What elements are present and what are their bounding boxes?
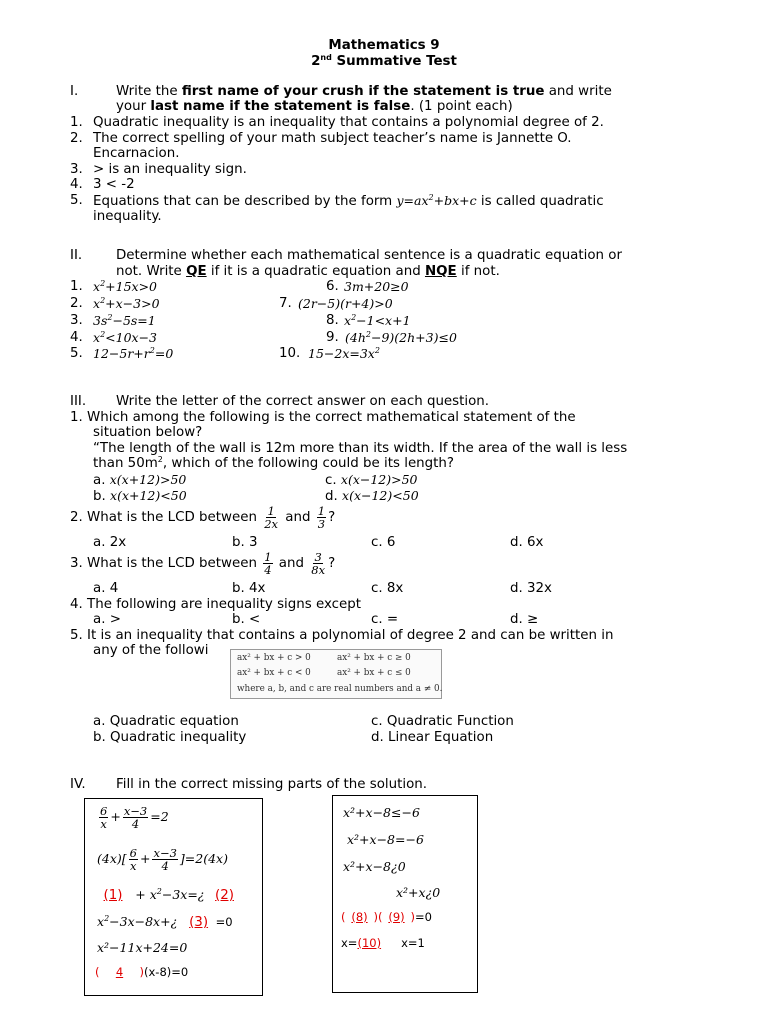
right-line-3: x²+x−8¿0 xyxy=(343,859,406,874)
blank-3[interactable]: (3) xyxy=(189,915,209,930)
form-less: ax² + bx + c < 0 xyxy=(237,668,311,678)
part2-item-8-number: 8. xyxy=(326,313,339,328)
part2-item-8-math: $x^2-1<x+1$ xyxy=(344,313,411,328)
q3-option-c: c. 8x xyxy=(371,581,404,596)
q3-option-d: d. 32x xyxy=(510,581,552,596)
blank-10[interactable]: (10) xyxy=(357,936,382,950)
q2-option-c: c. 6 xyxy=(371,535,396,550)
q1-option-d: d. x(x−12)<50 xyxy=(325,488,419,504)
q4-option-a: a. > xyxy=(93,612,121,627)
blank-1[interactable]: (1) xyxy=(103,888,123,903)
left-line-6: ( 4 )(x-8)=0 xyxy=(95,965,189,979)
q2-question: 2. What is the LCD between $\frac{1}{2x}$ and $\frac{1}{3}$ ? xyxy=(70,503,336,531)
part2-item-10-number: 10. xyxy=(279,346,301,361)
part1-item-4-number: 4. xyxy=(70,177,83,192)
part2-item-10-math: $15-2x=3x^2$ xyxy=(308,346,380,361)
part1-item-5-cont: inequality. xyxy=(93,209,162,224)
q1-option-c: c. x(x−12)>50 xyxy=(325,472,418,488)
left-line-4: $x^2-3x-8x+¿$ (3) =0 xyxy=(97,914,233,930)
part4-instruction: Fill in the correct missing parts of the solution. xyxy=(116,777,428,792)
right-line-6: x=(10) x=1 xyxy=(341,936,425,950)
part1-item-1-number: 1. xyxy=(70,115,83,130)
section-roman-1: I. xyxy=(70,84,79,99)
part1-item-5-number: 5. xyxy=(70,193,83,208)
section-roman-4: IV. xyxy=(70,777,86,792)
q1-option-a: a. x(x+12)>50 xyxy=(93,472,187,488)
q5-option-c: c. Quadratic Function xyxy=(371,714,514,729)
right-line-1: x²+x−8≤−6 xyxy=(343,805,420,820)
right-line-4: x²+x¿0 xyxy=(396,885,441,900)
form-less-equal: ax² + bx + c ≤ 0 xyxy=(337,668,411,678)
q1-line1: 1. Which among the following is the correct mathematical statement of the xyxy=(70,410,576,425)
subtitle-text: Summative Test xyxy=(331,54,457,69)
q1-option-b: b. x(x+12)<50 xyxy=(93,488,187,504)
blank-4[interactable]: 4 xyxy=(115,965,124,979)
left-line-1: $\frac{6}{x}$ + $\frac{x-3}{4}$ =2 xyxy=(100,804,169,831)
part1-item-2-number: 2. xyxy=(70,131,83,146)
part2-item-5-number: 5. xyxy=(70,346,83,361)
part2-item-4-math: $x^2<10x-3$ xyxy=(93,330,158,345)
part1-item-4: 3 < -2 xyxy=(93,177,135,192)
quadratic-form-math: $y=ax^2+bx+c$ xyxy=(396,193,477,208)
solution-box-right xyxy=(332,795,478,993)
q1-line4: than $50m^2$, which of the following could be its length? xyxy=(93,455,455,471)
q5-option-a: a. Quadratic equation xyxy=(93,714,239,729)
q3-question: 3. What is the LCD between $\frac{1}{4}$ and $\frac{3}{8x}$ ? xyxy=(70,549,336,577)
part2-item-1-number: 1. xyxy=(70,279,83,294)
part1-item-5: Equations that can be described by the form $y=ax^2+bx+c$ is called quadratic xyxy=(93,193,604,209)
form-condition: where a, b, and c are real numbers and a ≠ 0. xyxy=(237,684,443,694)
subtitle-number: 2 xyxy=(311,54,321,69)
part2-item-2-math: $x^2+x-3>0$ xyxy=(93,296,160,311)
part2-instruction-line2: not. Write QE if it is a quadratic equation and NQE if not. xyxy=(116,264,500,279)
solution-box-left xyxy=(84,798,263,996)
part1-instruction-line1: Write the first name of your crush if the statement is true and write xyxy=(116,84,612,99)
q1-line3: “The length of the wall is 12m more than its width. If the area of the wall is less xyxy=(93,441,628,456)
part1-item-3: > is an inequality sign. xyxy=(93,162,247,177)
subtitle-suffix: nd xyxy=(320,53,332,62)
q3-option-a: a. 4 xyxy=(93,581,119,596)
part2-item-7-number: 7. xyxy=(279,296,292,311)
part2-item-2-number: 2. xyxy=(70,296,83,311)
blank-2[interactable]: (2) xyxy=(215,888,234,903)
left-line-5: x²−11x+24=0 xyxy=(97,940,188,955)
q2-option-d: d. 6x xyxy=(510,535,544,550)
page-title: Mathematics 9 xyxy=(328,38,440,53)
q4-option-c: c. = xyxy=(371,612,399,627)
part1-item-2: The correct spelling of your math subject teacher’s name is Jannette O. xyxy=(93,131,572,146)
blank-8[interactable]: (8) xyxy=(351,910,368,924)
part2-instruction-line1: Determine whether each mathematical sentence is a quadratic equation or xyxy=(116,248,622,263)
left-line-3: $(1) + x^2-3x=¿$ (2) xyxy=(95,887,245,903)
q5-option-d: d. Linear Equation xyxy=(371,730,494,745)
blank-9[interactable]: (9) xyxy=(388,910,405,924)
q4-option-b: b. < xyxy=(232,612,261,627)
part2-item-7-math: (2r−5)(r+4)>0 xyxy=(298,296,393,311)
q5-line1: 5. It is an inequality that contains a polynomial of degree 2 and can be written in xyxy=(70,628,614,643)
part2-item-5-math: $12-5r+r^2=0$ xyxy=(93,346,174,361)
form-greater-equal: ax² + bx + c ≥ 0 xyxy=(337,653,411,663)
part1-instruction-line2: your last name if the statement is false. (1 point each) xyxy=(116,99,513,114)
left-line-2: (4x)[ $\frac{6}{x}$ + $\frac{x-3}{4}$ ]=2(4x) xyxy=(97,846,228,873)
q2-option-a: a. 2x xyxy=(93,535,127,550)
part1-item-2-cont: Encarnacion. xyxy=(93,146,180,161)
q2-option-b: b. 3 xyxy=(232,535,258,550)
right-line-2: x²+x−8=−6 xyxy=(347,832,424,847)
part2-item-1-math: $x^2+15x>0$ xyxy=(93,279,158,294)
q3-option-b: b. 4x xyxy=(232,581,266,596)
part2-item-3-math: $3s^2-5s=1$ xyxy=(93,313,156,328)
q4-option-d: d. ≥ xyxy=(510,612,539,627)
q5-line2: any of the followi xyxy=(93,643,209,658)
part1-item-3-number: 3. xyxy=(70,162,83,177)
q1-line2: situation below? xyxy=(93,425,203,440)
section-roman-3: III. xyxy=(70,394,87,409)
page-subtitle xyxy=(0,54,768,69)
part1-item-1: Quadratic inequality is an inequality that contains a polynomial degree of 2. xyxy=(93,115,604,130)
part2-item-4-number: 4. xyxy=(70,330,83,345)
part2-item-9-number: 9. xyxy=(326,330,339,345)
part2-item-6-number: 6. xyxy=(326,279,339,294)
part3-instruction: Write the letter of the correct answer on each question. xyxy=(116,394,490,409)
section-roman-2: II. xyxy=(70,248,83,263)
q4-question: 4. The following are inequality signs except xyxy=(70,597,362,612)
part2-item-9-math: $(4h^2-9)(2h+3)\le 0$ xyxy=(345,330,457,345)
quadratic-inequality-forms-image xyxy=(230,649,442,699)
q5-option-b: b. Quadratic inequality xyxy=(93,730,247,745)
right-line-5: ( (8) )( (9) )=0 xyxy=(341,910,432,924)
part2-item-6-math: 3m+20≥0 xyxy=(344,279,409,294)
form-greater: ax² + bx + c > 0 xyxy=(237,653,311,663)
part2-item-3-number: 3. xyxy=(70,313,83,328)
